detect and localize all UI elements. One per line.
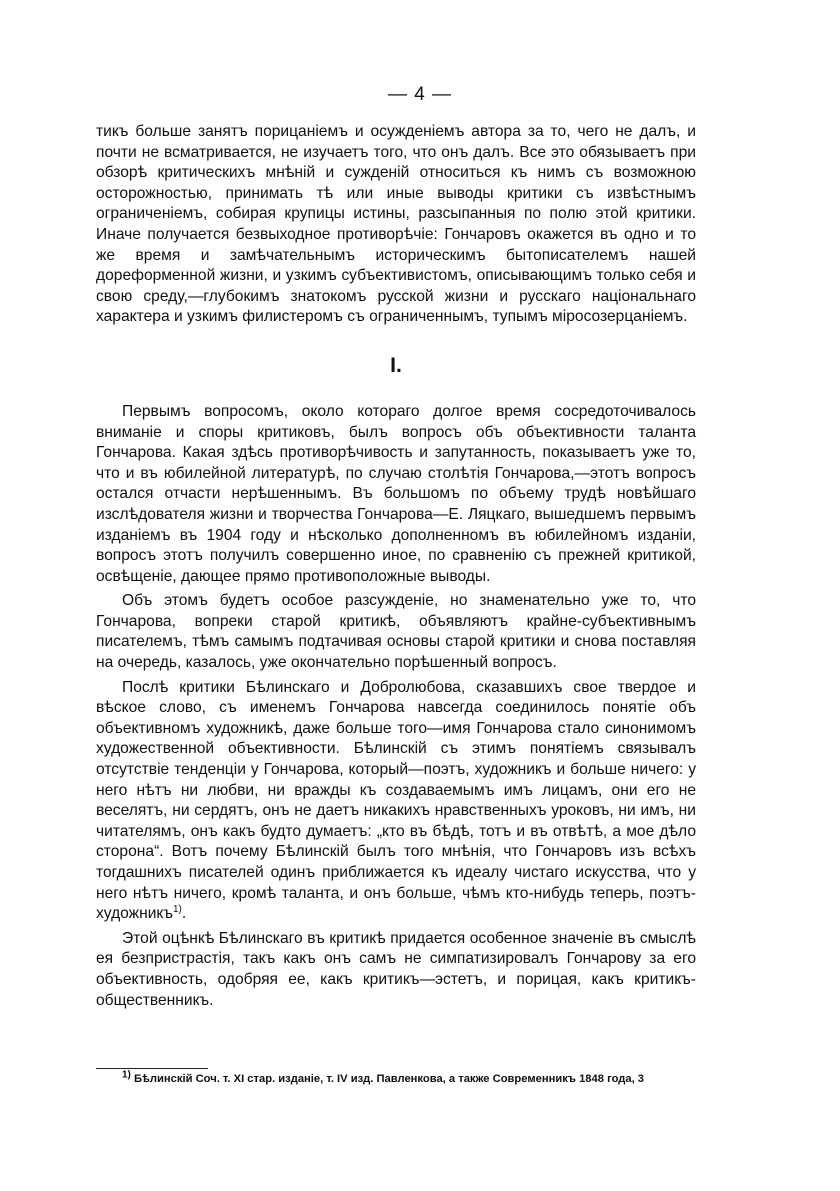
paragraph-belinsky-assessment: Этой оцѣнкѣ Бѣлинскаго въ критикѣ придается особенное значеніе въ смыслѣ ея безпристрастія, такъ какъ онъ самъ не симпатизировалъ Гончарову за его объективность, одобряя ее, какъ критикъ—эстетъ, и порицая, какъ критикъ-общественникъ.: [96, 929, 696, 1009]
section-heading: I.: [390, 353, 402, 377]
page-number: — 4 —: [387, 84, 453, 105]
main-text: [96, 122, 696, 1011]
footnote: [96, 1069, 696, 1087]
footnote-reference[interactable]: 1): [173, 904, 182, 915]
paragraph-belinsky-text: Послѣ критики Бѣлинскаго и Добролюбова, сказавшихъ свое твердое и вѣское слово, съ именемъ Гончарова навсегда соединилось понятіе объ объективномъ художникѣ, даже больше того—имя Гончарова стало синонимомъ художественной объективности. Бѣлинскій съ этимъ понятіемъ связывалъ отсутствіе тенденціи у Гончарова, который—поэтъ, художникъ и больше ничего: у него нѣтъ ни любви, ни вражды къ создаваемымъ имъ лицамъ, они его не веселятъ, ни сердятъ, онъ не даетъ никакихъ нравственныхъ уроковъ, ни имъ, ни читателямъ, онъ какъ будто думаетъ: „кто въ бѣдѣ, тотъ и въ отвѣтѣ, а мое дѣло сторона“. Вотъ почему Бѣлинскій былъ того мнѣнія, что Гончаровъ изъ всѣхъ тогдашнихъ писателей одинъ приближается къ идеалу чистаго искусства, что у него нѣтъ ничего, кромѣ таланта, и онъ больше, чѣмъ кто-нибудь теперь, поэтъ-художникъ: [96, 678, 696, 923]
footnote-text: Бѣлинскій Соч. т. XI стар. изданіе, т. IV изд. Павленкова, а также Современникъ 1848 года, 3: [134, 1073, 645, 1085]
paragraph-belinsky-critique: [96, 678, 696, 925]
paragraph-subjective-writer: Объ этомъ будетъ особое разсужденіе, но знаменательно уже то, что Гончарова, вопреки старой критикѣ, объявляютъ крайне-субъективнымъ писателемъ, тѣмъ самымъ подтачивая основы старой критики и снова поставляя на очередь, казалось, уже окончательно порѣшенный вопросъ.: [96, 592, 696, 672]
paragraph-objectivity-question: Первымъ вопросомъ, около котораго долгое время сосредоточивалось вниманіе и споры критиковъ, былъ вопросъ объ объективности таланта Гончарова. Какая здѣсь противорѣчивость и запутанность, показываетъ уже то, что и въ юбилейной литературѣ, по случаю столѣтія Гончарова,—этотъ вопросъ остался отчасти нерѣшеннымъ. Въ большомъ по объему трудѣ новѣйшаго изслѣдователя жизни и творчества Гончарова—Е. Ляцкаго, вышедшемъ первымъ изданіемъ въ 1904 году и нѣсколько дополненномъ въ юбилейномъ изданіи, вопросъ этотъ получилъ совершенно иное, по сравненію съ прежней критикой, освѣщеніе, дающее прямо противоположные выводы.: [96, 402, 696, 585]
footnote-divider: [96, 1068, 208, 1069]
footnote-marker: 1): [122, 1069, 131, 1081]
paragraph-belinsky-end: .: [181, 905, 187, 923]
paragraph-continued: тикъ больше занятъ порицаніемъ и осужденіемъ автора за то, чего не далъ, и почти не всматривается, не изучаетъ того, что онъ далъ. Все это обязываетъ при обзорѣ критическихъ мнѣній и сужденій относиться къ нимъ съ возможною осторожностью, принимать тѣ или иные выводы критики съ извѣстнымъ ограниченіемъ, собирая крупицы истины, разсыпанныя по полю этой критики. Иначе получается безвыходное противорѣчіе: Гончаровъ окажется въ одно и то же время и замѣчательнымъ историческимъ бытописателемъ нашей дореформенной жизни, и узкимъ субъективистомъ, описывающимъ только себя и свою среду,—глубокимъ знатокомъ русской жизни и русскаго національнаго характера и узкимъ филистеромъ съ ограниченнымъ, тупымъ міросозерцаніемъ.: [96, 123, 696, 326]
